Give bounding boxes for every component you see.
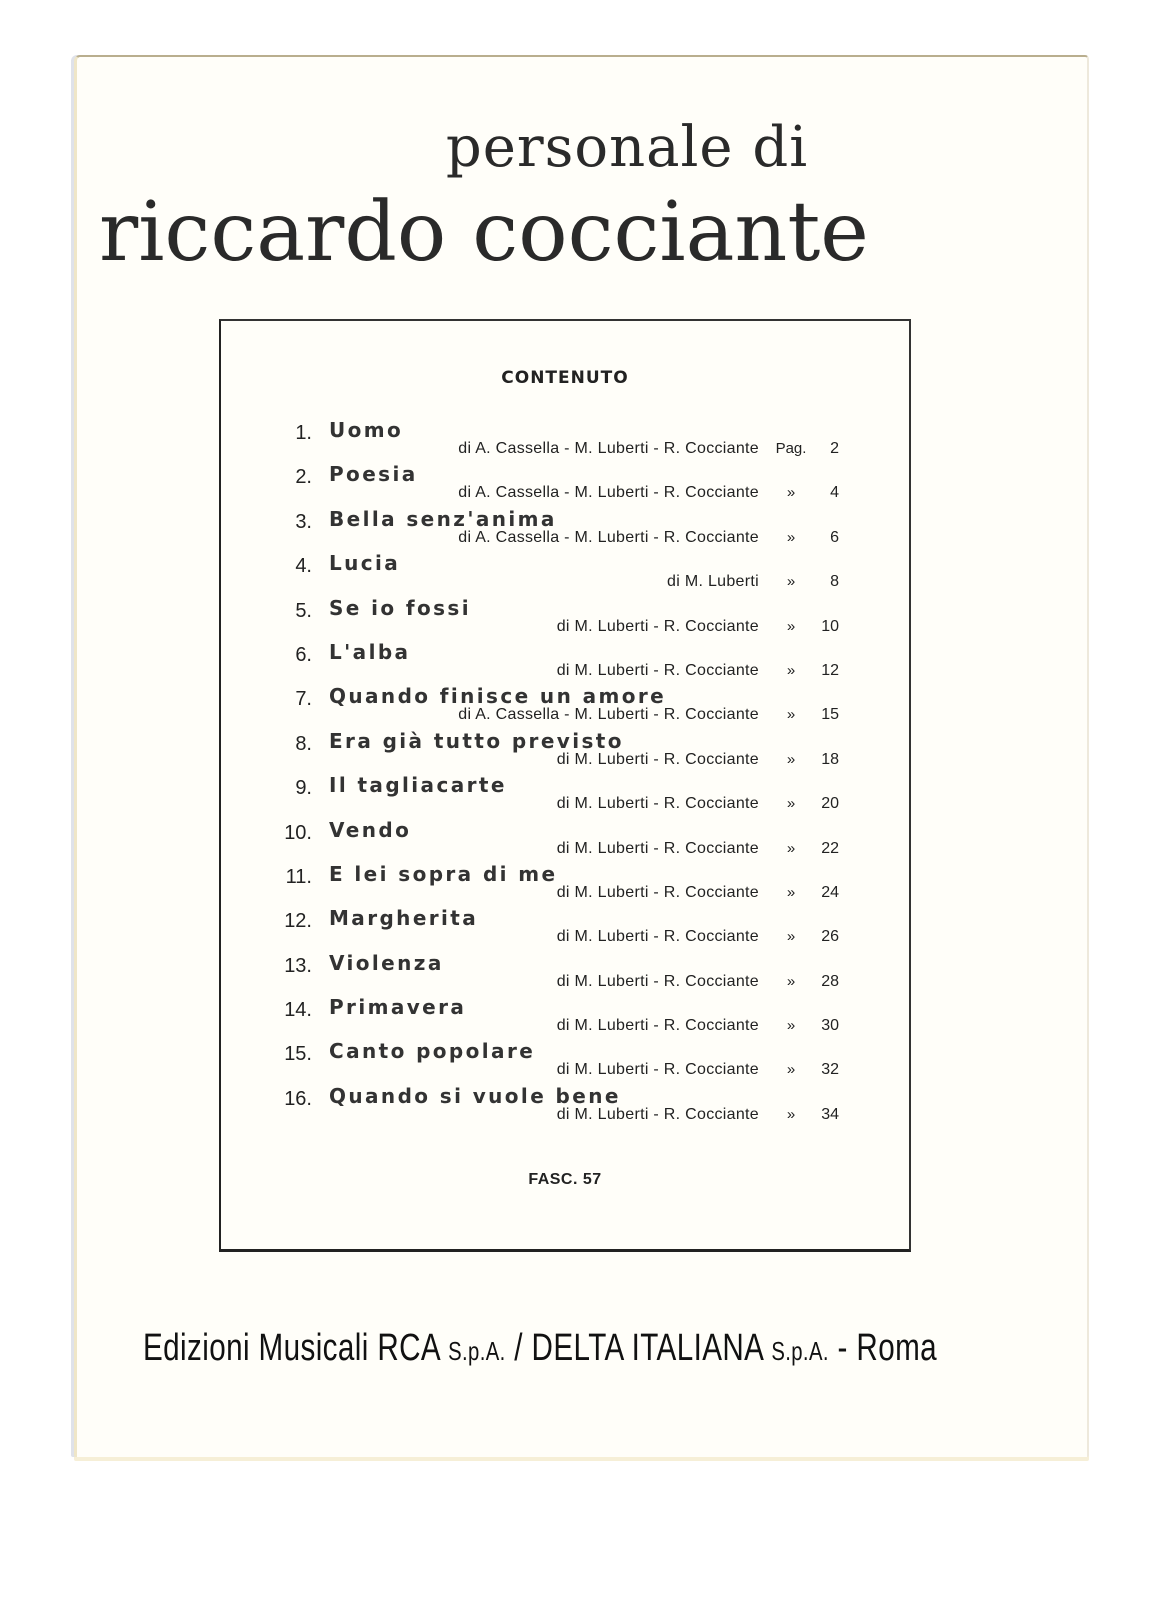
toc-entry: [221, 906, 909, 950]
song-authors: di M. Luberti - R. Cocciante: [556, 1105, 759, 1123]
toc-entry: [221, 462, 909, 506]
song-title: Quando si vuole bene: [329, 1083, 621, 1108]
page-prefix: »: [786, 1061, 796, 1079]
entry-number: 1.: [295, 422, 312, 444]
page-prefix: »: [786, 706, 796, 724]
entry-number: 2.: [295, 466, 312, 489]
title-line-1: personale di: [445, 115, 809, 180]
song-title: Violenza: [329, 950, 444, 975]
publisher-city: - Roma: [837, 1327, 938, 1369]
page-prefix: Pag.: [775, 440, 807, 457]
publisher-name-2: DELTA ITALIANA: [531, 1327, 763, 1369]
page-number: 18: [821, 750, 839, 768]
page-prefix: »: [786, 972, 796, 990]
page-prefix: »: [786, 1017, 796, 1035]
song-authors: di M. Luberti - R. Cocciante: [556, 795, 759, 813]
song-title: Bella senz'anima: [329, 506, 557, 531]
toc-entry: [221, 1084, 909, 1128]
toc-entry: [221, 684, 909, 728]
song-authors: di M. Luberti - R. Cocciante: [556, 750, 759, 768]
page-prefix: »: [786, 528, 796, 546]
entry-number: 8.: [295, 732, 312, 755]
song-title: Lucia: [329, 551, 401, 576]
company-suffix-2: S.p.A.: [771, 1336, 829, 1366]
song-title: Quando finisce un amore: [329, 684, 667, 709]
song-authors: di M. Luberti - R. Cocciante: [556, 839, 759, 857]
song-title: Era già tutto previsto: [329, 728, 624, 753]
title-line-2: riccardo cocciante: [99, 185, 869, 280]
toc-entry: [221, 418, 909, 462]
page-number: 12: [821, 661, 839, 679]
song-authors: di A. Cassella - M. Luberti - R. Cocciante: [458, 528, 759, 546]
song-authors: di M. Luberti - R. Cocciante: [556, 661, 759, 679]
song-title: E lei sopra di me: [329, 861, 558, 886]
page-prefix: »: [786, 617, 796, 635]
toc-entry: [221, 773, 909, 817]
toc-entry: [221, 951, 909, 995]
page-prefix: »: [786, 661, 796, 679]
entry-number: 7.: [295, 688, 312, 711]
entry-number: 16.: [284, 1087, 312, 1110]
page-number: 10: [821, 617, 839, 635]
page-number: 8: [830, 573, 839, 591]
page-prefix: »: [786, 839, 796, 857]
song-title: Primavera: [329, 995, 467, 1020]
entry-number: 3.: [295, 510, 312, 533]
entry-number: 6.: [295, 643, 312, 666]
song-authors: di M. Luberti: [667, 573, 759, 591]
songbook-page: [74, 55, 1089, 1457]
entry-number: 12.: [284, 910, 312, 933]
page-prefix: »: [786, 484, 796, 502]
page-number: 4: [830, 484, 839, 502]
toc-entry: [221, 818, 909, 862]
song-authors: di M. Luberti - R. Cocciante: [556, 972, 759, 990]
song-title: Se io fossi: [329, 595, 471, 620]
page-number: 34: [821, 1105, 839, 1123]
page-number: 22: [821, 839, 839, 857]
toc-entry: [221, 640, 909, 684]
page-prefix: »: [786, 750, 796, 768]
page-number: 32: [821, 1061, 839, 1079]
toc-entry: [221, 551, 909, 595]
company-suffix-1: S.p.A.: [448, 1336, 506, 1366]
song-title: Margherita: [329, 906, 479, 931]
song-authors: di A. Cassella - M. Luberti - R. Cocciante: [458, 706, 759, 724]
toc-entry: [221, 729, 909, 773]
entry-number: 9.: [295, 777, 312, 800]
toc-entry: [221, 507, 909, 551]
page-number: 28: [821, 972, 839, 990]
song-authors: di A. Cassella - M. Luberti - R. Cocciante: [458, 484, 759, 502]
page-number: 6: [830, 528, 839, 546]
song-title: Canto popolare: [329, 1039, 536, 1064]
page-prefix: »: [786, 795, 796, 813]
fascicle-number: FASC. 57: [528, 1171, 602, 1188]
entry-number: 10.: [284, 821, 312, 844]
publisher-name-1: Edizioni Musicali RCA: [143, 1327, 440, 1369]
page-number: 15: [821, 706, 839, 724]
song-title: Poesia: [329, 462, 418, 487]
page-prefix: »: [786, 928, 796, 946]
contents-list: [221, 418, 909, 1128]
entry-number: 13.: [284, 954, 312, 977]
page-number: 2: [830, 440, 839, 457]
toc-entry: [221, 862, 909, 906]
entry-number: 15.: [284, 1043, 312, 1066]
contents-heading: CONTENUTO: [501, 368, 629, 388]
song-authors: di M. Luberti - R. Cocciante: [556, 883, 759, 901]
song-authors: di M. Luberti - R. Cocciante: [556, 1061, 759, 1079]
song-title: Vendo: [329, 817, 412, 842]
toc-entry: [221, 995, 909, 1039]
song-title: L'alba: [329, 639, 411, 664]
song-authors: di M. Luberti - R. Cocciante: [556, 617, 759, 635]
song-title: Uomo: [329, 418, 404, 442]
page-number: 24: [821, 883, 839, 901]
page-number: 26: [821, 928, 839, 946]
contents-box: [219, 319, 911, 1252]
page-prefix: »: [786, 1105, 796, 1123]
publisher-line: [143, 1327, 937, 1370]
song-authors: di M. Luberti - R. Cocciante: [556, 928, 759, 946]
page-prefix: »: [786, 573, 796, 591]
song-title: Il tagliacarte: [329, 773, 507, 798]
entry-number: 4.: [295, 555, 312, 578]
toc-entry: [221, 1039, 909, 1083]
page-prefix: »: [786, 883, 796, 901]
toc-entry: [221, 596, 909, 640]
entry-number: 14.: [284, 999, 312, 1022]
page-number: 20: [821, 795, 839, 813]
song-authors: di M. Luberti - R. Cocciante: [556, 1017, 759, 1035]
song-authors: di A. Cassella - M. Luberti - R. Cocciante: [458, 440, 759, 457]
entry-number: 11.: [285, 865, 312, 888]
page-number: 30: [821, 1017, 839, 1035]
entry-number: 5.: [295, 599, 312, 622]
publisher-separator: /: [514, 1327, 523, 1369]
